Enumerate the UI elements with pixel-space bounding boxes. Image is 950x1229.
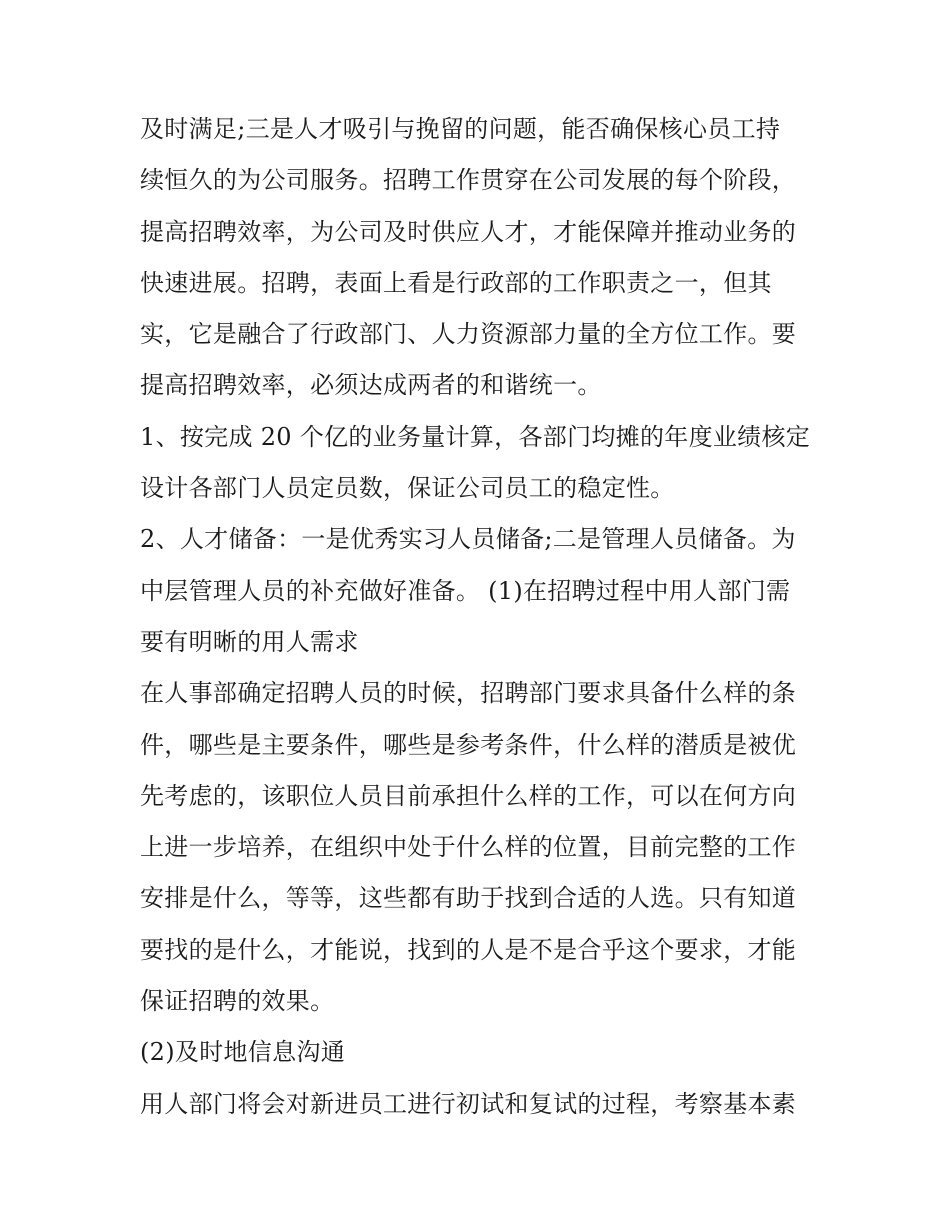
text-line: 及时满足;三是人才吸引与挽留的问题，能否确保核心员工持 [140,115,781,143]
text-line: 先考虑的，该职位人员目前承担什么样的工作，可以在何方向 [140,781,797,810]
text-line: 快速进展。招聘，表面上看是行政部的工作职责之一，但其 [140,268,772,297]
list-item-2-line: 2、人才储备：一是优秀实习人员储备;二是管理人员储备。为 [140,525,796,554]
text-line: 设计各部门人员定员数，保证公司员工的稳定性。 [140,474,675,503]
text-line: 提高招聘效率，为公司及时供应人才，才能保障并推动业务的 [140,217,797,246]
text-line: 件，哪些是主要条件，哪些是参考条件，什么样的潜质是被优 [140,730,797,759]
text-line: 保证招聘的效果。 [140,987,335,1016]
text-line: 在人事部确定招聘人员的时候，招聘部门要求具备什么样的条 [140,679,797,708]
text-line: 中层管理人员的补充做好准备。 (1)在招聘过程中用人部门需 [140,576,791,605]
text-line: 要有明晰的用人需求 [140,627,359,656]
list-item-1-line: 1、按完成 20 个亿的业务量计算，各部门均摊的年度业绩核定 [140,422,811,451]
text-line: 实，它是融合了行政部门、人力资源部力量的全方位工作。要 [140,320,797,349]
document-body [140,104,820,1130]
text-line: 要找的是什么，才能说，找到的人是不是合乎这个要求，才能 [140,935,797,964]
text-line: 续恒久的为公司服务。招聘工作贯穿在公司发展的每个阶段， [140,166,797,195]
text-line: 提高招聘效率，必须达成两者的和谐统一。 [140,371,602,400]
text-line: 用人部门将会对新进员工进行初试和复试的过程，考察基本素 [140,1089,797,1118]
subheading-line: (2)及时地信息沟通 [140,1038,345,1067]
text-line: 安排是什么，等等，这些都有助于找到合适的人选。只有知道 [140,884,797,913]
text-line: 上进一步培养，在组织中处于什么样的位置，目前完整的工作 [140,833,797,862]
